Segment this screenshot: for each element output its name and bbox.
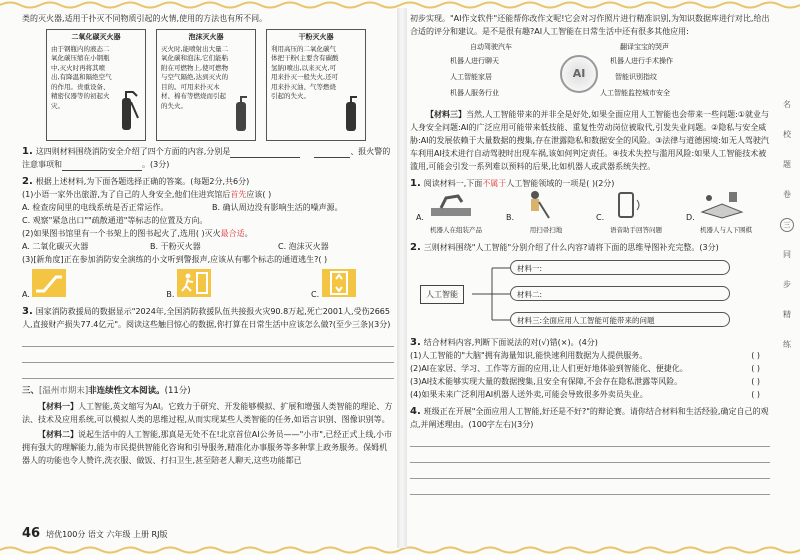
box-title: 泡沫灭火器 <box>188 33 224 41</box>
answer-line[interactable] <box>410 433 770 447</box>
r1-option-b[interactable]: B. 用扫帚扫地 <box>506 190 586 237</box>
question-2-2: (2)如果图书馆里有一个书架上的图书起火了,选用( )灭火最合适。 <box>22 229 253 238</box>
foam-extinguisher-icon <box>233 92 249 132</box>
q2-3-option-c[interactable]: C. <box>311 269 356 301</box>
extinguisher-box-foam <box>156 29 256 141</box>
question-2-1: (1)小语一家外出旅游,为了自己的人身安全,他们住进宾馆后首先应该( ) <box>22 190 272 199</box>
voice-assistant-icon <box>607 190 647 220</box>
extinguisher-boxes <box>46 29 394 141</box>
left-intro: 类的灭火器,适用于扑灭不同物质引起的火情,使用的方法也有所不同。 <box>22 14 268 23</box>
book-gutter <box>397 8 407 548</box>
q2-3-option-a[interactable]: A. <box>22 269 66 301</box>
q2-2-options <box>22 240 394 253</box>
material-3: 【材料三】当然,人工智能带来的并非全是好处,如果全面应用人工智能也会带来一些问题:①就业与人身安全问题:AI的广泛应用可能带来低技能、重复性劳动岗位被取代,引发失业问题。②隐私与安全威胁:AI的发展依赖于大量数据的搜集,存在泄露隐私和数据安全的风险。③法律与道德困境:如无人驾驶汽车利用AI技术进行自动驾驶时出现车祸,该如何判定责任。④技术失控与滥用风险:如果人工智能技术被滥用,可能会引发一系列难以预料的后果,比如机器人或武器系统失控。 <box>410 110 769 171</box>
answer-line[interactable] <box>410 481 770 495</box>
page-number: 46 <box>22 526 41 541</box>
margin-vertical-text: 名 校 题 卷 三 同 步 精 练 <box>780 90 794 360</box>
mind-map <box>410 258 770 332</box>
question-r1: 1. 阅读材料一,下面不属于人工智能领域的一项是( )(2分) <box>410 178 615 189</box>
box-text: 由于钢瓶内的液态二氧化碳压缩在小钢瓶中,灭火时再将其喷出,有降温和隔绝空气的作用。贵重设备、精密仪器等的初起火灾。 <box>51 44 112 110</box>
answer-line[interactable] <box>22 365 394 379</box>
question-3: 3. 国家消防救援局的数据显示"2024年,全国消防救援队伍共接报火灾90.8万起,死亡2001人,受伤2665人,直接财产损失77.4亿元"。阅读这些触目惊心的数据,你打算在日常生活中应该怎么做?(至少三条)(3分) <box>22 306 391 329</box>
r3-item-1: (1)人工智能的"大脑"拥有海量知识,能快速利用数据为人提供服务。 ( ) <box>410 351 760 360</box>
r3-item-4: (4)如果未来广泛利用AI机器人送外卖,可能会导致很多外卖员失业。 ( ) <box>410 390 760 399</box>
answer-paren[interactable]: ( ) <box>751 351 760 360</box>
r1-option-d[interactable]: D. 机器人与人下围棋 <box>686 190 766 237</box>
question-r2: 2. 三则材料围绕"人工智能"分别介绍了什么内容?请将下面的思维导图补充完整。(3分) <box>410 242 719 253</box>
mind-map-item-3: 材料三:全面应用人工智能可能带来的问题 <box>510 312 730 327</box>
page-footer: 46 培优100分 语文 六年级 上册 RJ版 <box>22 526 168 541</box>
q2-1-option-a[interactable]: A. 检查房间里的电线系统是否正常运作。 <box>22 203 169 212</box>
question-r4: 4. 班级正在开展"全面应用人工智能,好还是不好?"的辩论赛。请你结合材料和生活经验,确定自己的观点,并阐述理由。(100字左右)(3分) <box>410 406 769 429</box>
robot-go-game-icon <box>697 190 747 220</box>
box-text: 利用高压的二氧化碳气体把干粉(主要含有碳酸氢钠)喷出,以来灭火,可用来扑灭一般失火,还可用来扑灭油、气等燃烧引起的失火。 <box>271 44 339 100</box>
material-1: 【材料一】人工智能,英文缩写为AI。它致力于研究、开发能够模拟、扩展和增强人类智能的理论、方法、技术及应用系统,可以模拟人类的思维过程,从而实现某些人类智能的任务,如语言识别、图像识别等。 <box>22 402 393 424</box>
extinguisher-box-co2 <box>46 29 146 141</box>
extinguisher-box-powder <box>266 29 366 141</box>
question-r1-options <box>416 190 766 237</box>
answer-line[interactable] <box>22 333 394 347</box>
mind-map-item-1[interactable]: 材料一: <box>510 260 730 275</box>
mind-map-center: 人工智能 <box>420 285 464 304</box>
answer-paren[interactable]: ( ) <box>751 364 760 373</box>
q2-1-option-c[interactable]: C. 观察"紧急出口""疏散通道"等标志的位置及方向。 <box>22 216 208 225</box>
question-2-3: (3)[新角度]正在参加消防安全演练的小文听到警报声,应该从有哪个标志的通道逃生?( ) <box>22 255 328 264</box>
right-intro: 初步实现。"AI作文软件"还能帮你改作文呢!它会对习作照片进行精准识别,为知识数据库进行对比,给出合适的评分和建议。是不是很有趣?AI人工智能在日常生活中还有很多其他应用: <box>410 14 770 36</box>
escalator-sign-icon <box>32 269 66 297</box>
elevator-sign-icon <box>322 269 356 297</box>
q2-2-option-b[interactable]: B. 干粉灭火器 <box>150 242 201 251</box>
r1-option-a[interactable]: A. 机器人在组装产品 <box>416 190 496 237</box>
box-title: 二氧化碳灭火器 <box>71 33 121 41</box>
box-text: 灭火时,能喷射出大量二氧化碳和泡沫,它们能粘附在可燃物上,使可燃物与空气隔绝,达到灭火的目的。可用来扑灭木材、棉布等燃烧而引起的失火。 <box>161 44 229 110</box>
r3-item-3: (3)AI技术能够实现大量的数据搜集,且安全有保障,不会存在隐私泄露等风险。 ( ) <box>410 377 760 386</box>
answer-line[interactable] <box>410 449 770 463</box>
r1-option-c[interactable]: C. 语音助手回答问题 <box>596 190 676 237</box>
co2-extinguisher-icon <box>117 88 139 132</box>
q2-2-option-a[interactable]: A. 二氧化碳灭火器 <box>22 242 89 251</box>
section-3-header: 三、[温州市期末]非连续性文本阅读。(11分) <box>22 386 191 396</box>
robot-assembly-icon <box>426 190 476 220</box>
left-column <box>22 12 394 467</box>
mind-map-item-2[interactable]: 材料二: <box>510 286 730 301</box>
answer-paren[interactable]: ( ) <box>751 390 760 399</box>
right-column <box>410 12 770 497</box>
emergency-exit-sign-icon <box>177 269 211 297</box>
q2-3-option-b[interactable]: B. <box>166 269 211 301</box>
answer-line[interactable] <box>410 465 770 479</box>
question-r3: 3. 结合材料内容,判断下面说法的对(√)错(×)。(4分) <box>410 337 598 348</box>
q2-1-option-b[interactable]: B. 确认周边没有影响生活的噪声源。 <box>212 203 343 212</box>
answer-line[interactable] <box>22 349 394 363</box>
person-sweeping-icon <box>517 190 557 220</box>
box-title: 干粉灭火器 <box>298 33 334 41</box>
mind-map-connectors <box>472 258 512 332</box>
q2-3-options <box>22 269 394 301</box>
answer-paren[interactable]: ( ) <box>751 377 760 386</box>
material-2: 【材料二】说起生活中的人工智能,那真是无处不在!北京首位AI公务员——"小市",已经正式上线,小市拥有强大的理解能力,能为市民提供智能化咨询和引导服务,精准化办事服务等多种掌上政务服务。保姆机器人的功能也令人赞许,洗衣服、做饭、打扫卫生,甚至陪老人聊天,这些功能都已 <box>22 430 393 465</box>
powder-extinguisher-icon <box>343 92 359 132</box>
r3-item-2: (2)AI在家居、学习、工作等方面的应用,让人们更好地体验到智能化、便捷化。 ( ) <box>410 364 760 373</box>
ai-center-icon: AI <box>560 55 598 93</box>
margin-circle-mark: 三 <box>780 218 794 232</box>
q2-2-option-c[interactable]: C. 泡沫灭火器 <box>278 242 329 251</box>
question-2: 2. 根据上述材料,为下面各题选择正确的答案。(每题2分,共6分) <box>22 176 250 187</box>
question-1: 1. 这四则材料围绕消防安全介绍了四个方面的内容,分别是 、报火警的注意事项和 。(3分) <box>22 146 391 169</box>
answer-blank[interactable] <box>230 147 300 158</box>
answer-blank[interactable] <box>62 160 142 171</box>
ai-application-map: AI 自动驾驶汽车 翻译宝宝的哭声 机器人进行手术操作 机器人进行聊天 人工智能家居 智能识别指纹 机器人服务行业 人工智能监控城市安全 <box>450 43 673 97</box>
answer-blank[interactable] <box>314 147 350 158</box>
